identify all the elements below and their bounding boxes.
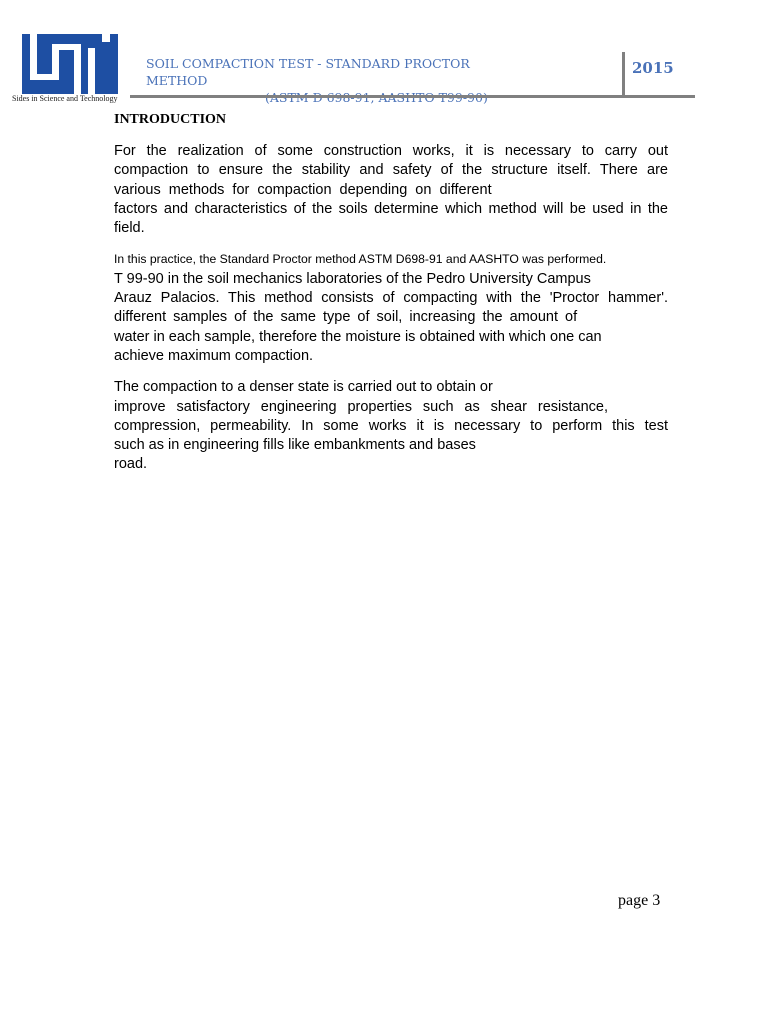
logo-tagline: Sides in Science and Technology: [12, 94, 118, 103]
header-divider: [622, 52, 625, 96]
document-year: 2015: [632, 59, 674, 77]
paragraph-line: such as in engineering fills like embankments and bases: [114, 437, 476, 454]
paragraph-2: [114, 250, 668, 366]
paragraph-line: water in each sample, therefore the moisture is obtained with which one can: [114, 328, 602, 345]
paragraph-line: compaction to ensure the stability and safety of the structure itself. There are: [114, 162, 668, 179]
paragraph-line: different samples of the same type of soil, increasing the amount of: [114, 309, 578, 326]
paragraph-line: achieve maximum compaction.: [114, 347, 314, 364]
page-content: [114, 112, 668, 487]
university-logo: [22, 34, 118, 94]
paragraph-line: improve satisfactory engineering properties such as shear resistance,: [114, 398, 608, 415]
paragraph-line: For the realization of some construction works, it is necessary to carry out: [114, 143, 668, 159]
paragraph-line: road.: [114, 456, 148, 473]
paragraph-3: [114, 378, 668, 474]
paragraph-line: In this practice, the Standard Proctor method ASTM D698-91 and AASHTO was performed.: [114, 252, 607, 267]
paragraph-line: Arauz Palacios. This method consists of compacting with the 'Proctor hammer'.: [114, 290, 668, 307]
document-title-line-1: SOIL COMPACTION TEST - STANDARD PROCTOR METHOD: [146, 56, 470, 88]
paragraph-line: compression, permeability. In some works it is necessary to perform this test: [114, 417, 668, 434]
paragraph-line: field.: [114, 220, 145, 237]
paragraph-line: The compaction to a denser state is carried out to obtain or: [114, 379, 493, 396]
paragraph-1: [114, 142, 668, 238]
page-number: page 3: [618, 892, 661, 909]
paragraph-line: T 99-90 in the soil mechanics laboratories of the Pedro University Campus: [114, 270, 591, 287]
header-rule: [130, 95, 695, 98]
logo-mark-icon: [22, 34, 118, 94]
section-heading: INTRODUCTION: [114, 112, 227, 127]
document-title: [130, 55, 532, 106]
paragraph-line: factors and characteristics of the soils determine which method will be used in the: [114, 200, 668, 217]
paragraph-line: various methods for compaction depending on different: [114, 181, 492, 198]
